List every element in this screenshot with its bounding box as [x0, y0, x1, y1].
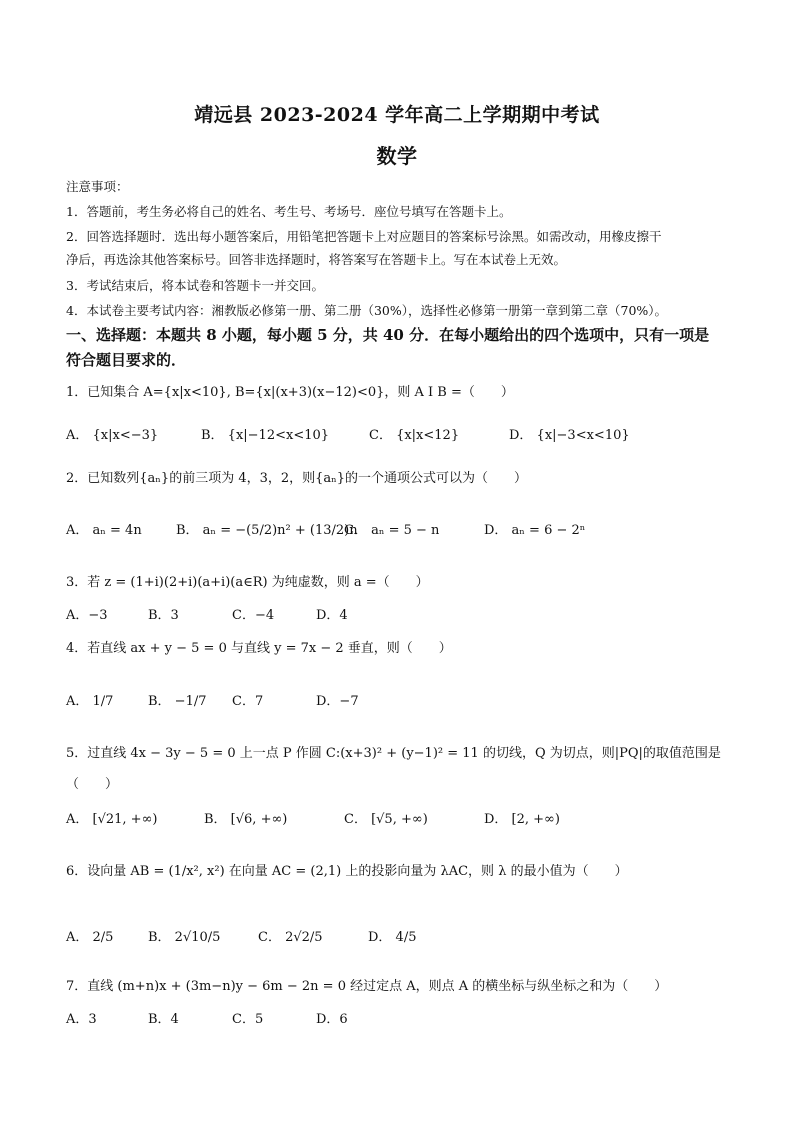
option-d: D． {x|−3<x<10}	[509, 428, 630, 443]
notice-item: 净后，再选涂其他答案标号。回答非选择题时，将答案写在答题卡上。写在本试卷上无效。	[66, 252, 567, 267]
question-options	[66, 519, 585, 538]
option-c: C． {x|x<12}	[369, 428, 460, 443]
question-options	[66, 690, 359, 709]
option-b: B． {x|−12<x<10}	[201, 428, 330, 443]
notice-item: 1．答题前，考生务必将自己的姓名、考生号、考场号．座位号填写在答题卡上。	[66, 204, 512, 219]
option-a: A． aₙ = 4n	[66, 523, 142, 538]
exam-title: 靖远县 2023-2024 学年高二上学期期中考试	[194, 104, 600, 126]
notice-item: 2．回答选择题时．选出每小题答案后，用铅笔把答题卡上对应题目的答案标号涂黑。如需改动，用橡皮擦干	[66, 229, 662, 244]
question-options	[66, 424, 630, 443]
option-a: A． [√21, +∞)	[66, 812, 158, 827]
option-c: C．5	[232, 1012, 264, 1027]
option-b: B． 2√10/5	[148, 930, 221, 945]
question-options	[66, 1008, 348, 1027]
option-d: D． [2, +∞)	[484, 812, 560, 827]
question-stem: 1．已知集合 A={x|x<10}, B={x|(x+3)(x−12)<0}，则 A I B =（ ）	[66, 385, 514, 400]
option-c: C． 2√2/5	[258, 930, 323, 945]
question-stem: 3．若 z = (1+i)(2+i)(a+i)(a∈R) 为纯虚数，则 a =（ ）	[66, 575, 429, 590]
option-b: B．3	[148, 608, 179, 623]
question-options	[66, 926, 416, 945]
option-b: B． −1/7	[148, 694, 207, 709]
section-heading: 符合题目要求的．	[66, 351, 187, 369]
question-options	[66, 604, 348, 623]
option-a: A． 2/5	[66, 930, 114, 945]
section-heading: 一、选择题：本题共 8 小题，每小题 5 分，共 40 分．在每小题给出的四个选项中，只有一项是	[66, 326, 710, 344]
question-stem-continued: （ ）	[66, 777, 119, 792]
question-stem: 4．若直线 ax + y − 5 = 0 与直线 y = 7x − 2 垂直，则（ ）	[66, 641, 452, 656]
option-a: A． {x|x<−3}	[66, 428, 159, 443]
question-stem: 6．设向量 AB = (1/x², x²) 在向量 AC = (2,1) 上的投影向量为 λAC，则 λ 的最小值为（ ）	[66, 864, 628, 879]
option-d: D．4	[316, 608, 348, 623]
option-d: D．6	[316, 1012, 348, 1027]
option-c: C．7	[232, 694, 264, 709]
option-b: B． [√6, +∞)	[204, 812, 288, 827]
option-d: D． 4/5	[368, 930, 417, 945]
option-b: B．4	[148, 1012, 179, 1027]
option-d: D．−7	[316, 694, 359, 709]
option-c: C．−4	[232, 608, 275, 623]
question-options	[66, 808, 560, 827]
option-d: D． aₙ = 6 − 2ⁿ	[484, 523, 586, 538]
option-c: C． aₙ = 5 − n	[344, 523, 440, 538]
question-stem: 2．已知数列{aₙ}的前三项为 4，3，2，则{aₙ}的一个通项公式可以为（ ）	[66, 471, 528, 486]
option-a: A． 1/7	[66, 694, 114, 709]
option-b: B． aₙ = −(5/2)n² + (13/2)n	[176, 523, 358, 538]
option-a: A．3	[66, 1012, 97, 1027]
subject-title: 数学	[376, 144, 418, 168]
question-stem: 7．直线 (m+n)x + (3m−n)y − 6m − 2n = 0 经过定点 A，则点 A 的横坐标与纵坐标之和为（ ）	[66, 979, 668, 994]
option-c: C． [√5, +∞)	[344, 812, 428, 827]
option-a: A．−3	[66, 608, 108, 623]
question-stem: 5．过直线 4x − 3y − 5 = 0 上一点 P 作圆 C:(x+3)² + (y−1)² = 11 的切线，Q 为切点，则|PQ|的取值范围是	[66, 746, 721, 761]
notice-item: 4．本试卷主要考试内容：湘教版必修第一册、第二册（30%），选择性必修第一册第一章到第二章（70%）。	[66, 303, 668, 318]
notice-item: 3．考试结束后，将本试卷和答题卡一并交回。	[66, 278, 324, 293]
notice-heading: 注意事项：	[66, 179, 129, 194]
